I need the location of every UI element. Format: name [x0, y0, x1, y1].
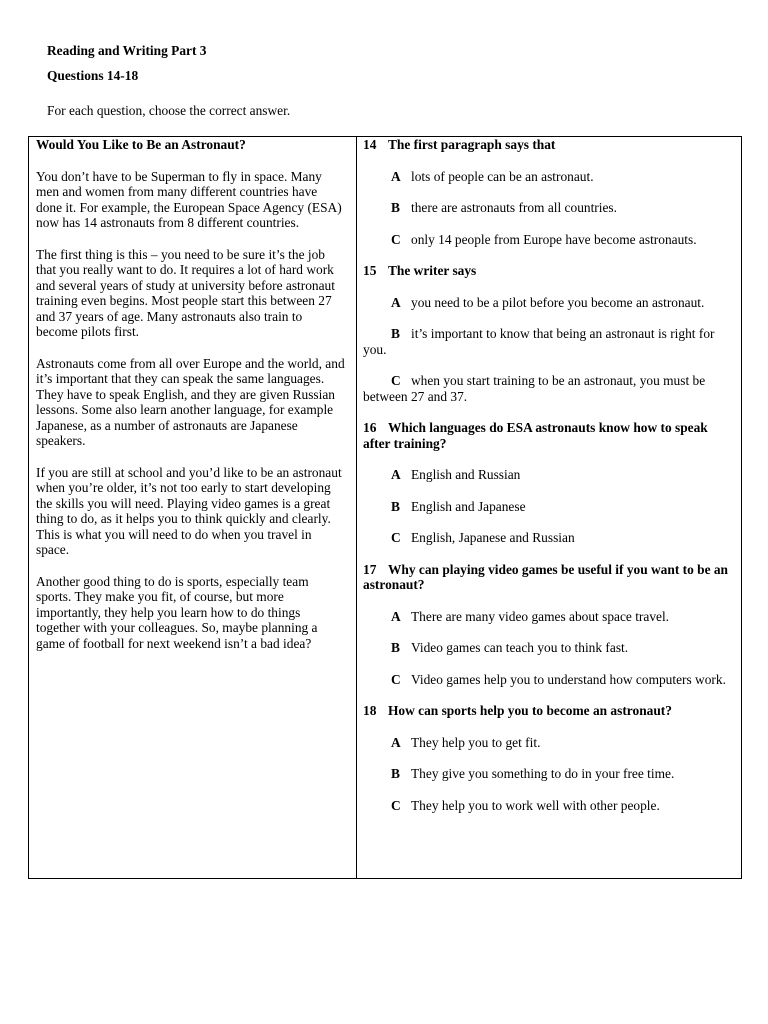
option-15-b[interactable]: B it’s important to know that being an astronaut is right for you.	[363, 326, 715, 357]
question-text: Which languages do ESA astronauts know how to speak after training?	[363, 420, 708, 451]
option-16-b[interactable]: B English and Japanese	[391, 498, 526, 514]
question-number: 14	[363, 137, 377, 152]
option-14-a[interactable]: A lots of people can be an astronaut.	[391, 168, 594, 184]
article-paragraph: Astronauts come from all over Europe and the world, and it’s important that they can speak the same languages. They have to speak English, and they are given Russian lessons. Some also learn another language, for example Japanese, as a number of astronauts are Japanese speakers.	[36, 355, 345, 448]
option-18-a[interactable]: A They help you to get fit.	[391, 734, 541, 750]
option-14-c[interactable]: C only 14 people from Europe have become astronauts.	[391, 231, 697, 247]
option-14-b[interactable]: B there are astronauts from all countries.	[391, 200, 617, 215]
question-text: How can sports help you to become an astronaut?	[388, 703, 672, 718]
question-17	[363, 562, 733, 593]
part-title: Reading and Writing Part 3	[47, 43, 207, 58]
article-title: Would You Like to Be an Astronaut?	[36, 137, 246, 152]
question-text: Why can playing video games be useful if you want to be an astronaut?	[363, 561, 729, 592]
question-number: 17	[363, 561, 377, 577]
question-text: The writer says	[388, 263, 477, 278]
article-paragraph: You don’t have to be Superman to fly in space. Many men and women from many different countries have done it. For example, the European Space Agency (ESA) now has 14 astronauts from 8 different countries.	[36, 168, 342, 230]
instruction-text: For each question, choose the correct answer.	[47, 103, 291, 118]
question-text: The first paragraph says that	[388, 137, 556, 152]
option-17-c[interactable]: C Video games help you to understand how computers work.	[391, 671, 726, 687]
article-column	[29, 137, 357, 878]
article-paragraph: If you are still at school and you’d like to be an astronaut when you’re older, it’s not too early to start developing the skills you will need. Playing video games is a great thing to do, as it helps you to think quickly and clearly. This is what you will need to do when you travel in space.	[36, 464, 342, 557]
article-paragraph: Another good thing to do is sports, especially team sports. They make you fit, of course, but more importantly, they help you learn how to do things together with your colleagues. So, maybe planning a game of football for next weekend isn’t a bad idea?	[36, 573, 318, 651]
option-18-c[interactable]: C They help you to work well with other people.	[391, 797, 660, 813]
option-16-a[interactable]: A English and Russian	[391, 467, 521, 482]
question-number: 18	[363, 703, 377, 718]
question-18	[363, 703, 733, 719]
questions-column	[357, 137, 741, 878]
option-17-b[interactable]: B Video games can teach you to think fast.	[391, 640, 629, 655]
exam-table	[28, 136, 742, 879]
option-16-c[interactable]: C English, Japanese and Russian	[391, 530, 575, 545]
option-15-c[interactable]: C when you start training to be an astronaut, you must be between 27 and 37.	[363, 373, 706, 404]
question-number: 16	[363, 420, 377, 435]
question-number: 15	[363, 263, 377, 278]
question-15	[363, 263, 733, 279]
option-17-a[interactable]: A There are many video games about space travel.	[391, 608, 670, 624]
question-14	[363, 137, 733, 153]
article-paragraph: The first thing is this – you need to be sure it’s the job that you really want to do. It requires a lot of hard work and several years of study at university before astronaut training even begins. Most people start this between 27 and 37 years of age. Many astronauts also train to become pilots first.	[36, 246, 335, 339]
questions-range: Questions 14-18	[47, 68, 139, 83]
option-18-b[interactable]: B They give you something to do in your free time.	[391, 766, 675, 781]
question-16	[363, 420, 733, 451]
option-15-a[interactable]: A you need to be a pilot before you become an astronaut.	[391, 294, 705, 310]
